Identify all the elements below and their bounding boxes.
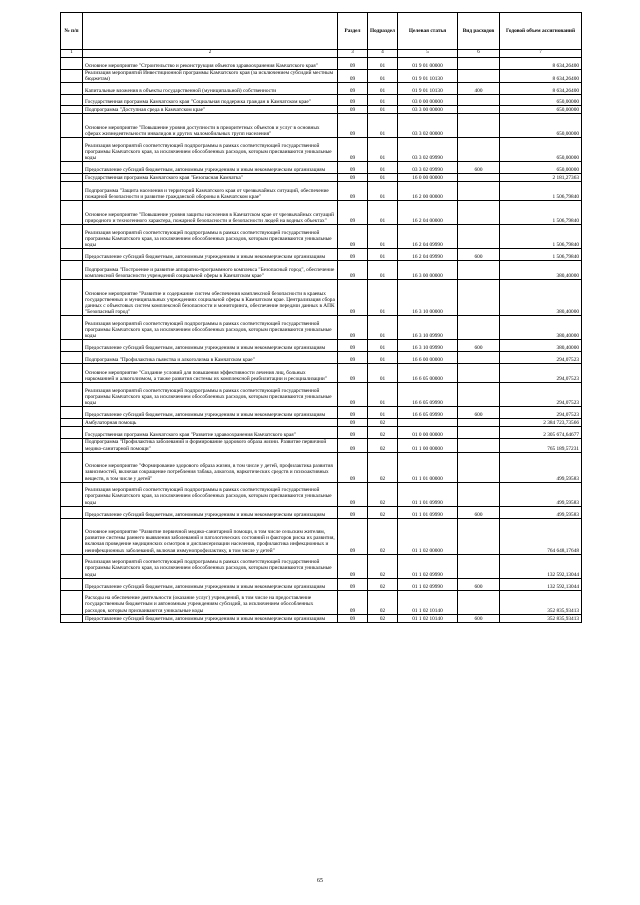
row-number-cell <box>61 407 83 419</box>
row-amount-cell: 1 506,79840 <box>500 201 582 225</box>
row-amount-cell: 380,40000 <box>500 280 582 316</box>
row-subsection-cell: 01 <box>368 225 398 249</box>
row-name-cell: Реализация мероприятий Инвестиционной программы Камчатского края (за исключением субсидий местным бюджетам) <box>83 70 338 83</box>
header-subsection: Подраздел <box>368 13 398 50</box>
row-name-cell: Реализация мероприятий соответствующей подпрограммы в рамках соответствующей государственной программы Камчатского края, за исключением обособленных расходов, которым присваиваются уникальные коды <box>83 316 338 340</box>
table-row <box>61 590 582 614</box>
table-row <box>61 419 582 427</box>
row-target-article-cell: 01 1 01 00000 <box>398 452 458 482</box>
row-name-cell: Подпрограмма "Профилактика пьянства и алкоголизма в Камчатском крае" <box>83 352 338 364</box>
row-target-article-cell: 16 2 00 00000 <box>398 182 458 201</box>
row-number-cell <box>61 95 83 106</box>
table-row <box>61 95 582 106</box>
row-name-cell: Предоставление субсидий бюджетным, автономным учреждениям и иным некоммерческим организациям <box>83 162 338 174</box>
row-number-cell <box>61 280 83 316</box>
row-subsection-cell: 02 <box>368 427 398 439</box>
row-target-article-cell: 01 9 01 00000 <box>398 58 458 70</box>
row-subsection-cell: 01 <box>368 114 398 138</box>
row-name-cell: Реализация мероприятий соответствующей подпрограммы в рамках соответствующей государственной программы Камчатского края, за исключением обособленных расходов, которым присваиваются уникальные коды <box>83 225 338 249</box>
row-name-cell: Подпрограмма "Защита населения и территорий Камчатского края от чрезвычайных ситуаций, обеспечение пожарной безопасности и развитие гражданской обороны в Камчатском крае" <box>83 182 338 201</box>
row-name-cell: Основное мероприятие "Повышение уровня доступности в приоритетных объектов и услуг в основных сферах жизнедеятельности инвалидов и других маломобильных групп населения" <box>83 114 338 138</box>
column-number: 6 <box>458 50 500 58</box>
row-target-article-cell: 16 3 10 09990 <box>398 340 458 352</box>
row-number-cell <box>61 590 83 614</box>
table-row <box>61 225 582 249</box>
row-subsection-cell: 01 <box>368 174 398 182</box>
table-row <box>61 174 582 182</box>
row-amount-cell: 650,00000 <box>500 106 582 114</box>
row-target-article-cell: 16 3 10 00000 <box>398 280 458 316</box>
row-target-article-cell: 03 3 00 00000 <box>398 106 458 114</box>
table-row <box>61 58 582 70</box>
row-name-cell: Расходы на обеспечение деятельности (оказание услуг) учреждений, в том числе на предоставление государственным бюджетным и автономным учреждениям субсидий, за исключением обособленных расходов, которым присваиваются уникальные коды <box>83 590 338 614</box>
row-target-article-cell: 01 9 01 10130 <box>398 70 458 83</box>
row-amount-cell: 380,40000 <box>500 316 582 340</box>
row-subsection-cell: 01 <box>368 261 398 280</box>
row-section-cell: 09 <box>338 590 368 614</box>
table-row <box>61 554 582 578</box>
row-target-article-cell: 01 1 02 00000 <box>398 518 458 554</box>
row-section-cell: 09 <box>338 554 368 578</box>
row-target-article-cell <box>398 419 458 427</box>
row-expense-type-cell <box>458 182 500 201</box>
row-subsection-cell: 01 <box>368 162 398 174</box>
column-number: 5 <box>398 50 458 58</box>
row-section-cell: 09 <box>338 162 368 174</box>
row-number-cell <box>61 578 83 590</box>
row-section-cell: 09 <box>338 106 368 114</box>
row-expense-type-cell <box>458 590 500 614</box>
row-expense-type-cell: 600 <box>458 407 500 419</box>
row-section-cell: 09 <box>338 452 368 482</box>
row-target-article-cell: 01 1 01 09990 <box>398 506 458 518</box>
table-row <box>61 452 582 482</box>
row-amount-cell: 764 648,17648 <box>500 518 582 554</box>
row-subsection-cell: 01 <box>368 249 398 261</box>
row-expense-type-cell <box>458 174 500 182</box>
header-annual-amount: Годовой объем ассигнований <box>500 13 582 50</box>
row-expense-type-cell <box>458 419 500 427</box>
row-number-cell <box>61 614 83 622</box>
table-row <box>61 407 582 419</box>
table-row <box>61 427 582 439</box>
header-expense-type: Вид расходов <box>458 13 500 50</box>
row-expense-type-cell <box>458 518 500 554</box>
row-number-cell <box>61 138 83 162</box>
row-expense-type-cell <box>458 106 500 114</box>
row-number-cell <box>61 114 83 138</box>
row-number-cell <box>61 506 83 518</box>
row-amount-cell: 499,59583 <box>500 506 582 518</box>
row-expense-type-cell <box>458 482 500 506</box>
row-number-cell <box>61 352 83 364</box>
row-number-cell <box>61 452 83 482</box>
table-row <box>61 578 582 590</box>
row-amount-cell: 499,59583 <box>500 482 582 506</box>
row-section-cell: 09 <box>338 201 368 225</box>
row-subsection-cell: 02 <box>368 578 398 590</box>
row-number-cell <box>61 182 83 201</box>
row-amount-cell: 650,00000 <box>500 162 582 174</box>
column-numbers-row <box>61 50 582 58</box>
row-amount-cell: 352 835,93413 <box>500 614 582 622</box>
row-section-cell: 09 <box>338 95 368 106</box>
row-target-article-cell: 01 1 00 00000 <box>398 439 458 452</box>
row-expense-type-cell: 600 <box>458 249 500 261</box>
row-name-cell: Реализация мероприятий соответствующей подпрограммы в рамках соответствующей государственной программы Камчатского края, за исключением обособленных расходов, которым присваиваются уникальные коды <box>83 138 338 162</box>
row-amount-cell: 650,00000 <box>500 138 582 162</box>
row-name-cell: Основное мероприятие "Развитие и содержание систем обеспечения комплексной безопасности в краевых государственных и муниципальных учреждениях социальной сферы в Камчатском крае. Централизация сбора данных с объектовых систем комплексной безопасности и мониторинга, обеспечение передачи данных в АПК "Безопасный город" <box>83 280 338 316</box>
row-expense-type-cell <box>458 452 500 482</box>
row-expense-type-cell: 600 <box>458 340 500 352</box>
table-row <box>61 482 582 506</box>
column-number: 2 <box>83 50 338 58</box>
row-section-cell: 09 <box>338 70 368 83</box>
row-target-article-cell: 01 1 02 10140 <box>398 590 458 614</box>
row-subsection-cell: 02 <box>368 518 398 554</box>
row-name-cell: Основное мероприятие "Развитие первичной медико-санитарной помощи, в том числе сельским жителям, развитие системы раннего выявления заболеваний и патологических состояний и факторов риска их развития, включая проведение медицинских осмотров и диспансеризации населения, профилактика инфекционных и неинфекционных заболеваний, включая иммунопрофилактику, в том числе у детей" <box>83 518 338 554</box>
row-subsection-cell: 02 <box>368 452 398 482</box>
row-subsection-cell: 02 <box>368 554 398 578</box>
row-expense-type-cell <box>458 439 500 452</box>
row-subsection-cell: 02 <box>368 482 398 506</box>
row-expense-type-cell: 400 <box>458 83 500 95</box>
row-subsection-cell: 02 <box>368 506 398 518</box>
row-expense-type-cell <box>458 138 500 162</box>
row-subsection-cell: 01 <box>368 138 398 162</box>
row-subsection-cell: 01 <box>368 316 398 340</box>
row-subsection-cell: 01 <box>368 201 398 225</box>
row-target-article-cell: 16 3 00 00000 <box>398 261 458 280</box>
row-amount-cell: 2 384 723,73566 <box>500 419 582 427</box>
row-expense-type-cell: 600 <box>458 614 500 622</box>
row-section-cell: 09 <box>338 182 368 201</box>
row-amount-cell: 132 592,13044 <box>500 554 582 578</box>
row-amount-cell: 294,07523 <box>500 352 582 364</box>
row-amount-cell: 352 835,93413 <box>500 590 582 614</box>
row-name-cell: Предоставление субсидий бюджетным, автономным учреждениям и иным некоммерческим организациям <box>83 506 338 518</box>
row-name-cell: Предоставление субсидий бюджетным, автономным учреждениям и иным некоммерческим организациям <box>83 578 338 590</box>
row-name-cell: Капитальные вложения в объекты государственной (муниципальной) собственности <box>83 83 338 95</box>
table-row <box>61 280 582 316</box>
row-name-cell: Реализация мероприятий соответствующей подпрограммы в рамках соответствующей государственной программы Камчатского края, за исключением обособленных расходов, которым присваиваются уникальные коды <box>83 554 338 578</box>
row-name-cell: Реализация мероприятий соответствующей подпрограммы в рамках соответствующей государственной программы Камчатского края, за исключением обособленных расходов, которым присваиваются уникальные коды <box>83 383 338 407</box>
row-name-cell: Государственная программа Камчатского края "Безопасная Камчатка" <box>83 174 338 182</box>
table-row <box>61 352 582 364</box>
header-name <box>83 13 338 50</box>
row-section-cell: 09 <box>338 114 368 138</box>
row-subsection-cell: 01 <box>368 383 398 407</box>
row-subsection-cell: 01 <box>368 95 398 106</box>
table-row <box>61 614 582 622</box>
row-subsection-cell: 01 <box>368 182 398 201</box>
row-expense-type-cell <box>458 95 500 106</box>
row-number-cell <box>61 419 83 427</box>
row-section-cell: 09 <box>338 138 368 162</box>
row-target-article-cell: 16 6 05 09990 <box>398 383 458 407</box>
row-subsection-cell: 02 <box>368 419 398 427</box>
row-target-article-cell: 01 9 01 10130 <box>398 83 458 95</box>
budget-table <box>60 12 582 623</box>
row-number-cell <box>61 482 83 506</box>
row-section-cell: 09 <box>338 364 368 383</box>
row-subsection-cell: 01 <box>368 106 398 114</box>
row-target-article-cell: 03 0 00 00000 <box>398 95 458 106</box>
row-section-cell: 09 <box>338 261 368 280</box>
row-section-cell: 09 <box>338 225 368 249</box>
row-subsection-cell: 01 <box>368 58 398 70</box>
row-section-cell: 09 <box>338 518 368 554</box>
row-expense-type-cell <box>458 225 500 249</box>
row-amount-cell: 2 181,27363 <box>500 174 582 182</box>
column-number: 7 <box>500 50 582 58</box>
row-number-cell <box>61 225 83 249</box>
row-subsection-cell: 01 <box>368 83 398 95</box>
row-target-article-cell: 16 6 00 00000 <box>398 352 458 364</box>
row-amount-cell: 8 634,26400 <box>500 70 582 83</box>
row-amount-cell: 380,40000 <box>500 261 582 280</box>
row-expense-type-cell <box>458 261 500 280</box>
row-section-cell: 09 <box>338 316 368 340</box>
row-section-cell: 09 <box>338 419 368 427</box>
row-number-cell <box>61 427 83 439</box>
header-section: Раздел <box>338 13 368 50</box>
table-row <box>61 162 582 174</box>
row-name-cell: Подпрограмма "Построение и развитие аппаратно-программного комплекса "Безопасный город", обеспечение комплексной безопасности учреждений социальной сферы в Камчатском крае" <box>83 261 338 280</box>
row-amount-cell: 1 506,79840 <box>500 249 582 261</box>
row-number-cell <box>61 439 83 452</box>
table-row <box>61 439 582 452</box>
row-name-cell: Подпрограмма "Доступная среда в Камчатском крае" <box>83 106 338 114</box>
row-name-cell: Предоставление субсидий бюджетным, автономным учреждениям и иным некоммерческим организациям <box>83 249 338 261</box>
row-amount-cell: 8 634,26400 <box>500 58 582 70</box>
row-target-article-cell: 16 6 05 09990 <box>398 407 458 419</box>
row-subsection-cell: 01 <box>368 407 398 419</box>
row-section-cell: 09 <box>338 249 368 261</box>
row-expense-type-cell <box>458 352 500 364</box>
row-subsection-cell: 02 <box>368 614 398 622</box>
row-expense-type-cell <box>458 427 500 439</box>
row-section-cell: 09 <box>338 578 368 590</box>
row-target-article-cell: 01 0 00 00000 <box>398 427 458 439</box>
row-target-article-cell: 03 3 02 09990 <box>398 162 458 174</box>
column-number: 3 <box>338 50 368 58</box>
row-amount-cell: 765 189,57231 <box>500 439 582 452</box>
table-row <box>61 340 582 352</box>
row-amount-cell: 294,07523 <box>500 383 582 407</box>
row-expense-type-cell <box>458 70 500 83</box>
row-target-article-cell: 16 2 04 09990 <box>398 249 458 261</box>
row-subsection-cell: 01 <box>368 352 398 364</box>
row-section-cell: 09 <box>338 352 368 364</box>
row-number-cell <box>61 340 83 352</box>
row-section-cell: 09 <box>338 439 368 452</box>
row-number-cell <box>61 201 83 225</box>
row-amount-cell: 650,00000 <box>500 114 582 138</box>
row-name-cell: Подпрограмма "Профилактика заболеваний и формирование здорового образа жизни. Развитие первичной медико-санитарной помощи" <box>83 439 338 452</box>
row-amount-cell: 1 506,79840 <box>500 182 582 201</box>
row-name-cell: Основное мероприятие "Строительство и реконструкция объектов здравоохранения Камчатского края" <box>83 58 338 70</box>
header-target-article: Целевая статья <box>398 13 458 50</box>
row-section-cell: 09 <box>338 614 368 622</box>
row-subsection-cell: 01 <box>368 364 398 383</box>
header-number: № п/п <box>61 13 83 50</box>
row-name-cell: Предоставление субсидий бюджетным, автономным учреждениям и иным некоммерческим организациям <box>83 407 338 419</box>
row-expense-type-cell <box>458 316 500 340</box>
table-row <box>61 364 582 383</box>
row-name-cell: Основное мероприятие "Формирование здорового образа жизни, в том числе у детей, профилактика развития зависимостей, включая сокращение потребления табака, алкоголя, наркотических средств и психоактивных веществ, в том числе у детей" <box>83 452 338 482</box>
row-name-cell: Основное мероприятие "Повышение уровня защиты населения в Камчатском крае от чрезвычайных ситуаций природного и техногенного характера, пожарной безопасности и безопасности людей на водных объектах" <box>83 201 338 225</box>
row-expense-type-cell <box>458 280 500 316</box>
budget-table-sheet <box>60 12 581 623</box>
row-amount-cell: 2 305 674,64677 <box>500 427 582 439</box>
row-number-cell <box>61 106 83 114</box>
row-expense-type-cell <box>458 383 500 407</box>
row-subsection-cell: 01 <box>368 70 398 83</box>
row-section-cell: 09 <box>338 383 368 407</box>
row-amount-cell: 499,59583 <box>500 452 582 482</box>
row-section-cell: 09 <box>338 407 368 419</box>
table-row <box>61 201 582 225</box>
row-target-article-cell: 16 3 10 09990 <box>398 316 458 340</box>
row-name-cell: Предоставление субсидий бюджетным, автономным учреждениям и иным некоммерческим организациям <box>83 340 338 352</box>
row-target-article-cell: 01 1 02 09990 <box>398 578 458 590</box>
row-section-cell: 09 <box>338 340 368 352</box>
row-amount-cell: 8 634,26400 <box>500 83 582 95</box>
row-subsection-cell: 02 <box>368 590 398 614</box>
row-section-cell: 09 <box>338 506 368 518</box>
row-amount-cell: 294,07523 <box>500 364 582 383</box>
table-row <box>61 261 582 280</box>
row-amount-cell: 380,40000 <box>500 340 582 352</box>
row-target-article-cell: 03 3 02 00000 <box>398 114 458 138</box>
row-section-cell: 09 <box>338 58 368 70</box>
table-row <box>61 138 582 162</box>
row-target-article-cell: 16 2 04 00000 <box>398 201 458 225</box>
table-row <box>61 249 582 261</box>
row-section-cell: 09 <box>338 280 368 316</box>
page-number: 65 <box>317 878 323 884</box>
table-row <box>61 316 582 340</box>
row-expense-type-cell <box>458 364 500 383</box>
row-name-cell: Амбулаторная помощь <box>83 419 338 427</box>
row-section-cell: 09 <box>338 83 368 95</box>
row-target-article-cell: 16 0 00 00000 <box>398 174 458 182</box>
row-expense-type-cell <box>458 114 500 138</box>
row-number-cell <box>61 58 83 70</box>
column-number: 4 <box>368 50 398 58</box>
row-target-article-cell: 01 1 02 10140 <box>398 614 458 622</box>
table-row <box>61 114 582 138</box>
row-number-cell <box>61 316 83 340</box>
row-name-cell: Государственная программа Камчатского края "Социальная поддержка граждан в Камчатском крае" <box>83 95 338 106</box>
row-expense-type-cell: 600 <box>458 506 500 518</box>
table-row <box>61 506 582 518</box>
row-number-cell <box>61 83 83 95</box>
row-target-article-cell: 01 1 01 09990 <box>398 482 458 506</box>
row-expense-type-cell: 600 <box>458 162 500 174</box>
row-number-cell <box>61 383 83 407</box>
row-name-cell: Основное мероприятие "Создание условий для повышения эффективности лечения лиц, больных наркоманией и алкоголизмом, а также развития системы их комплексной реабилитации и ресоциализации" <box>83 364 338 383</box>
row-subsection-cell: 01 <box>368 340 398 352</box>
row-amount-cell: 1 506,79840 <box>500 225 582 249</box>
row-number-cell <box>61 518 83 554</box>
row-expense-type-cell: 600 <box>458 578 500 590</box>
row-number-cell <box>61 162 83 174</box>
row-number-cell <box>61 364 83 383</box>
row-number-cell <box>61 249 83 261</box>
row-target-article-cell: 01 1 02 09990 <box>398 554 458 578</box>
row-subsection-cell: 01 <box>368 280 398 316</box>
table-row <box>61 70 582 83</box>
row-expense-type-cell <box>458 201 500 225</box>
table-row <box>61 518 582 554</box>
row-name-cell: Предоставление субсидий бюджетным, автономным учреждениям и иным некоммерческим организациям <box>83 614 338 622</box>
table-row <box>61 106 582 114</box>
row-subsection-cell: 02 <box>368 439 398 452</box>
row-expense-type-cell <box>458 58 500 70</box>
row-target-article-cell: 16 2 04 09990 <box>398 225 458 249</box>
row-amount-cell: 650,00000 <box>500 95 582 106</box>
table-row <box>61 182 582 201</box>
table-row <box>61 83 582 95</box>
row-number-cell <box>61 554 83 578</box>
row-amount-cell: 294,07523 <box>500 407 582 419</box>
row-number-cell <box>61 261 83 280</box>
row-section-cell: 09 <box>338 482 368 506</box>
row-section-cell: 09 <box>338 174 368 182</box>
row-target-article-cell: 03 3 02 09990 <box>398 138 458 162</box>
table-body <box>61 58 582 623</box>
row-section-cell: 09 <box>338 427 368 439</box>
row-name-cell: Государственная программа Камчатского края "Развитие здравоохранения Камчатского края" <box>83 427 338 439</box>
row-expense-type-cell <box>458 554 500 578</box>
row-number-cell <box>61 174 83 182</box>
table-header-row <box>61 13 582 50</box>
column-number: 1 <box>61 50 83 58</box>
row-name-cell: Реализация мероприятий соответствующей подпрограммы в рамках соответствующей государственной программы Камчатского края, за исключением обособленных расходов, которым присваиваются уникальные коды <box>83 482 338 506</box>
row-amount-cell: 132 592,13044 <box>500 578 582 590</box>
row-number-cell <box>61 70 83 83</box>
table-row <box>61 383 582 407</box>
row-target-article-cell: 16 6 05 00000 <box>398 364 458 383</box>
